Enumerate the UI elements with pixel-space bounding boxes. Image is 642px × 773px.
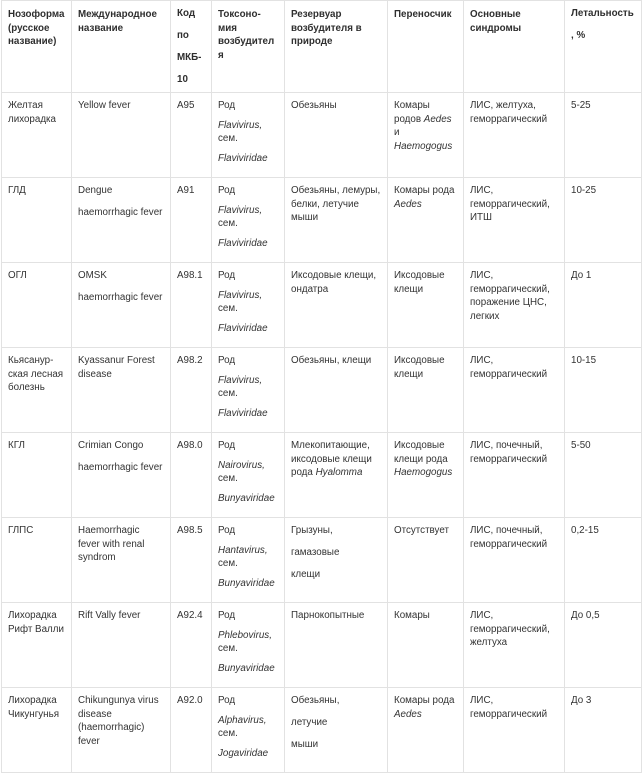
taxon-rank: Род [218, 355, 236, 366]
taxon-rank: Род [218, 610, 236, 621]
taxon-family-rank: сем. [218, 133, 238, 144]
intl-name-text: Dengue haemorrhagic fever [78, 185, 163, 218]
reservoir-line: клещи [291, 569, 321, 580]
col-header-syndromes: Основные синдромы [464, 1, 565, 93]
vector-text: Комары родов [394, 100, 430, 125]
cell-intl-name: Rift Vally fever [72, 603, 171, 688]
cell-syndromes: ЛИС, геморрагический [464, 688, 565, 773]
reservoir-line: мыши [291, 739, 319, 750]
cell-nosoform: Желтая лихорадка [2, 93, 72, 178]
vector-genus: Aedes [394, 708, 422, 720]
vector-text: Комары рода [394, 695, 455, 706]
cell-nosoform: ОГЛ [2, 263, 72, 348]
col-header-icd-code: Код по МКБ-10 [171, 1, 212, 93]
taxon-genus: Hantavirus, [218, 544, 268, 556]
cell-reservoir: Парнокопытные [285, 603, 388, 688]
taxon-family: Flaviviridae [218, 407, 268, 419]
taxon-genus: Flavivirus, [218, 289, 263, 301]
col-header-vector: Переносчик [388, 1, 464, 93]
cell-nosoform: ГЛПС [2, 518, 72, 603]
taxon-rank: Род [218, 525, 236, 536]
cell-lethality: 5-50 [565, 433, 642, 518]
cell-intl-name [72, 178, 171, 263]
cell-nosoform: ГЛД [2, 178, 72, 263]
table-row [2, 93, 642, 178]
taxon-family-rank: сем. [218, 558, 238, 569]
cell-icd-code: A95 [171, 93, 212, 178]
cell-taxonomy [212, 348, 285, 433]
cell-taxonomy [212, 603, 285, 688]
vector-genus: Aedes [423, 113, 452, 125]
cell-reservoir: Иксодовые клещи, ондатра [285, 263, 388, 348]
cell-reservoir [285, 433, 388, 518]
taxon-family: Jogaviridae [218, 747, 269, 759]
fevers-table [1, 0, 642, 773]
cell-intl-name [72, 263, 171, 348]
taxon-family-rank: сем. [218, 728, 238, 739]
col-header-reservoir: Резервуар возбудителя в природе [285, 1, 388, 93]
cell-intl-name: Chikungunya virus disease (haemorrhagic) fever [72, 688, 171, 773]
cell-icd-code: A91 [171, 178, 212, 263]
taxon-genus: Flavivirus, [218, 374, 263, 386]
header-row [2, 1, 642, 93]
cell-intl-name: Haemorrhagic fever with renal syndrom [72, 518, 171, 603]
col-header-taxonomy: Токсоно-мия возбудителя [212, 1, 285, 93]
reservoir-text: Млекопитающие, иксодовые клещи рода [291, 440, 372, 478]
intl-name-text: Crimian Congo haemorrhagic fever [78, 440, 163, 473]
taxon-family: Bunyaviridae [218, 662, 275, 674]
vector-genus-2: Haemogogus [394, 140, 453, 152]
cell-nosoform: Кьясанур-ская лесная болезнь [2, 348, 72, 433]
taxon-family: Bunyaviridae [218, 492, 275, 504]
col-header-lethality: Летальность, % [565, 1, 642, 93]
table-row [2, 433, 642, 518]
cell-vector [388, 433, 464, 518]
taxon-rank: Род [218, 440, 236, 451]
cell-reservoir [285, 688, 388, 773]
cell-lethality: До 3 [565, 688, 642, 773]
cell-lethality: 10-25 [565, 178, 642, 263]
cell-syndromes: ЛИС, почечный, геморрагический [464, 433, 565, 518]
table-row [2, 178, 642, 263]
cell-syndromes: ЛИС, желтуха, геморрагический [464, 93, 565, 178]
table-row [2, 603, 642, 688]
cell-intl-name [72, 433, 171, 518]
cell-taxonomy [212, 433, 285, 518]
cell-icd-code: A98.2 [171, 348, 212, 433]
taxon-family: Flaviviridae [218, 237, 268, 249]
cell-icd-code: A92.4 [171, 603, 212, 688]
cell-icd-code: A92.0 [171, 688, 212, 773]
cell-icd-code: A98.5 [171, 518, 212, 603]
cell-reservoir [285, 518, 388, 603]
cell-taxonomy [212, 518, 285, 603]
vector-genus: Haemogogus [394, 467, 453, 478]
col-header-intl-name: Международное название [72, 1, 171, 93]
taxon-family-rank: сем. [218, 473, 238, 484]
taxon-family-rank: сем. [218, 303, 238, 314]
taxon-family: Flaviviridae [218, 322, 268, 334]
cell-reservoir: Обезьяны [285, 93, 388, 178]
cell-icd-code: A98.1 [171, 263, 212, 348]
taxon-genus: Flavivirus, [218, 119, 263, 131]
cell-lethality: 0,2-15 [565, 518, 642, 603]
table-row [2, 263, 642, 348]
cell-syndromes: ЛИС, геморрагический, поражение ЦНС, легких [464, 263, 565, 348]
cell-taxonomy [212, 688, 285, 773]
cell-nosoform: КГЛ [2, 433, 72, 518]
cell-lethality: До 0,5 [565, 603, 642, 688]
taxon-genus: Alphavirus, [218, 714, 267, 726]
cell-vector: Отсутствует [388, 518, 464, 603]
cell-lethality: До 1 [565, 263, 642, 348]
cell-intl-name: Yellow fever [72, 93, 171, 178]
cell-vector [388, 688, 464, 773]
reservoir-line: гамазовые [291, 547, 340, 558]
taxon-rank: Род [218, 185, 236, 196]
cell-nosoform: Лихорадка Чикунгунья [2, 688, 72, 773]
cell-icd-code: A98.0 [171, 433, 212, 518]
cell-reservoir: Обезьяны, клещи [285, 348, 388, 433]
vector-conj: и [394, 127, 400, 138]
reservoir-line: Грызуны, [291, 525, 333, 536]
taxon-family-rank: сем. [218, 218, 238, 229]
cell-vector [388, 178, 464, 263]
cell-syndromes: ЛИС, геморрагический, ИТШ [464, 178, 565, 263]
cell-syndromes: ЛИС, геморрагический, желтуха [464, 603, 565, 688]
taxon-rank: Род [218, 695, 236, 706]
taxon-genus: Flavivirus, [218, 204, 263, 216]
vector-text: Комары рода [394, 185, 455, 196]
cell-vector: Комары [388, 603, 464, 688]
reservoir-line: летучие [291, 717, 328, 728]
taxon-family-rank: сем. [218, 388, 238, 399]
cell-taxonomy [212, 93, 285, 178]
table-row [2, 518, 642, 603]
cell-syndromes: ЛИС, геморрагический [464, 348, 565, 433]
cell-taxonomy [212, 263, 285, 348]
cell-vector: Иксодовые клещи [388, 263, 464, 348]
table-row [2, 348, 642, 433]
col-header-nosoform: Нозоформа (русское название) [2, 1, 72, 93]
reservoir-line: Обезьяны, [291, 695, 340, 706]
taxon-rank: Род [218, 100, 236, 111]
table-row [2, 688, 642, 773]
cell-vector [388, 93, 464, 178]
reservoir-genus: Hyalomma [315, 467, 363, 478]
taxon-rank: Род [218, 270, 236, 281]
taxon-genus: Nairovirus, [218, 459, 265, 471]
cell-lethality: 10-15 [565, 348, 642, 433]
taxon-family: Bunyaviridae [218, 577, 275, 589]
cell-reservoir: Обезьяны, лемуры, белки, летучие мыши [285, 178, 388, 263]
cell-syndromes: ЛИС, почечный, геморрагический [464, 518, 565, 603]
vector-genus: Aedes [394, 198, 422, 210]
taxon-family-rank: сем. [218, 643, 238, 654]
cell-lethality: 5-25 [565, 93, 642, 178]
cell-taxonomy [212, 178, 285, 263]
taxon-family: Flaviviridae [218, 152, 268, 164]
taxon-genus: Phlebovirus, [218, 629, 272, 641]
cell-vector: Иксодовые клещи [388, 348, 464, 433]
vector-text: Иксодовые клещи рода [394, 440, 448, 465]
cell-intl-name: Kyassanur Forest disease [72, 348, 171, 433]
intl-name-text: OMSK haemorrhagic fever [78, 270, 163, 303]
cell-nosoform: Лихорадка Рифт Валли [2, 603, 72, 688]
